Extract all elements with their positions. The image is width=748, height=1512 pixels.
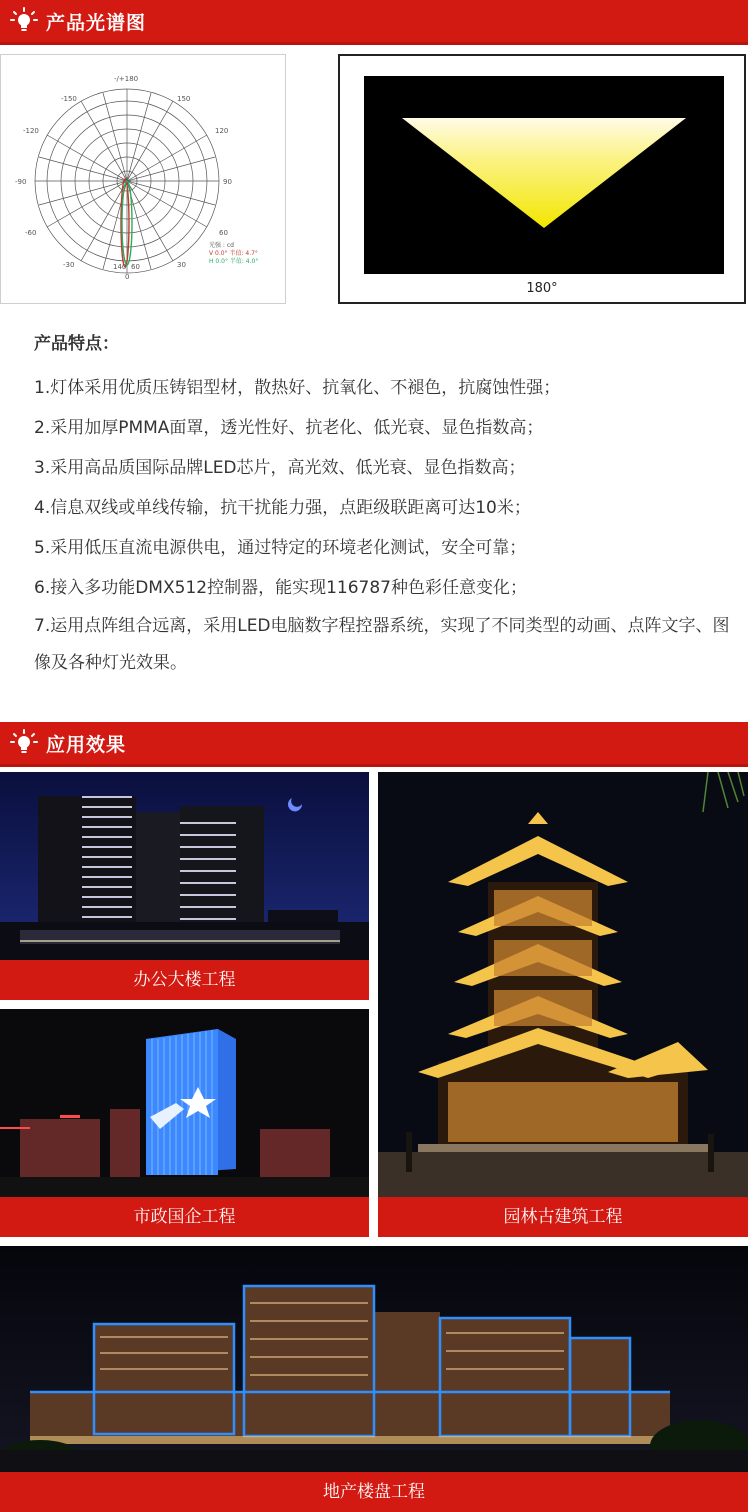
lightbulb-icon [10, 729, 38, 757]
svg-text:-90: -90 [15, 178, 27, 186]
svg-text:120: 120 [215, 127, 229, 135]
features-title: 产品特点： [34, 334, 119, 354]
feature-item: 7.运用点阵组合远离，采用LED电脑数字程控器系统，实现了不同类型的动画、点阵文字、图像及各种灯光效果。 [34, 616, 730, 673]
svg-text:-/+180: -/+180 [114, 75, 139, 83]
svg-text:-150: -150 [61, 95, 77, 103]
svg-text:-30: -30 [63, 261, 75, 269]
product-features [34, 332, 734, 682]
svg-text:H 0.0° 半值: 4.0°: H 0.0° 半值: 4.0° [209, 258, 259, 265]
svg-text:140: 140 [113, 263, 127, 271]
svg-text:光强 : cd: 光强 : cd [209, 242, 234, 249]
caption-municipal: 市政国企工程 [0, 1197, 369, 1237]
section-title: 应用效果 [46, 733, 127, 756]
svg-text:V 0.0° 半值: 4.7°: V 0.0° 半值: 4.7° [209, 250, 258, 257]
feature-item: 6.接入多功能DMX512控制器，能实现116787种色彩任意变化； [34, 578, 527, 598]
svg-text:60: 60 [131, 263, 140, 271]
svg-text:-60: -60 [25, 229, 37, 237]
svg-text:-120: -120 [23, 127, 39, 135]
feature-item: 4.信息双线或单线传输，抗干扰能力强，点距级联距离可达10米； [34, 498, 531, 518]
photo-municipal-building [0, 1009, 369, 1237]
feature-item: 5.采用低压直流电源供电，通过特定的环境老化测试，安全可靠； [34, 538, 527, 558]
photo-ancient-pagoda [378, 772, 748, 1237]
section-title: 产品光谱图 [46, 11, 147, 34]
svg-text:60: 60 [219, 229, 228, 237]
feature-item: 2.采用加厚PMMA面罩，透光性好、抗老化、低光衰、显色指数高； [34, 418, 544, 438]
caption-office: 办公大楼工程 [0, 960, 369, 1000]
svg-text:150: 150 [177, 95, 191, 103]
beam-angle-label: 180° [526, 281, 558, 296]
polar-light-distribution-diagram [0, 54, 286, 304]
beam-angle-diagram [338, 54, 746, 304]
feature-item: 3.采用高品质国际品牌LED芯片，高光效、低光衰、显色指数高； [34, 458, 526, 478]
beam-background [364, 76, 724, 274]
svg-text:0: 0 [125, 273, 130, 281]
svg-text:30: 30 [177, 261, 186, 269]
photo-real-estate [0, 1246, 748, 1512]
caption-realestate: 地产楼盘工程 [0, 1472, 748, 1512]
beam-cone [402, 118, 686, 228]
spectrum-row [0, 48, 748, 308]
lightbulb-icon [10, 7, 38, 35]
caption-garden: 园林古建筑工程 [378, 1197, 748, 1237]
photo-office-building [0, 772, 369, 1000]
feature-item: 1.灯体采用优质压铸铝型材，散热好、抗氧化、不褪色，抗腐蚀性强； [34, 378, 561, 398]
section-header-spectrum [0, 0, 748, 45]
svg-text:90: 90 [223, 178, 232, 186]
section-header-applications [0, 722, 748, 767]
